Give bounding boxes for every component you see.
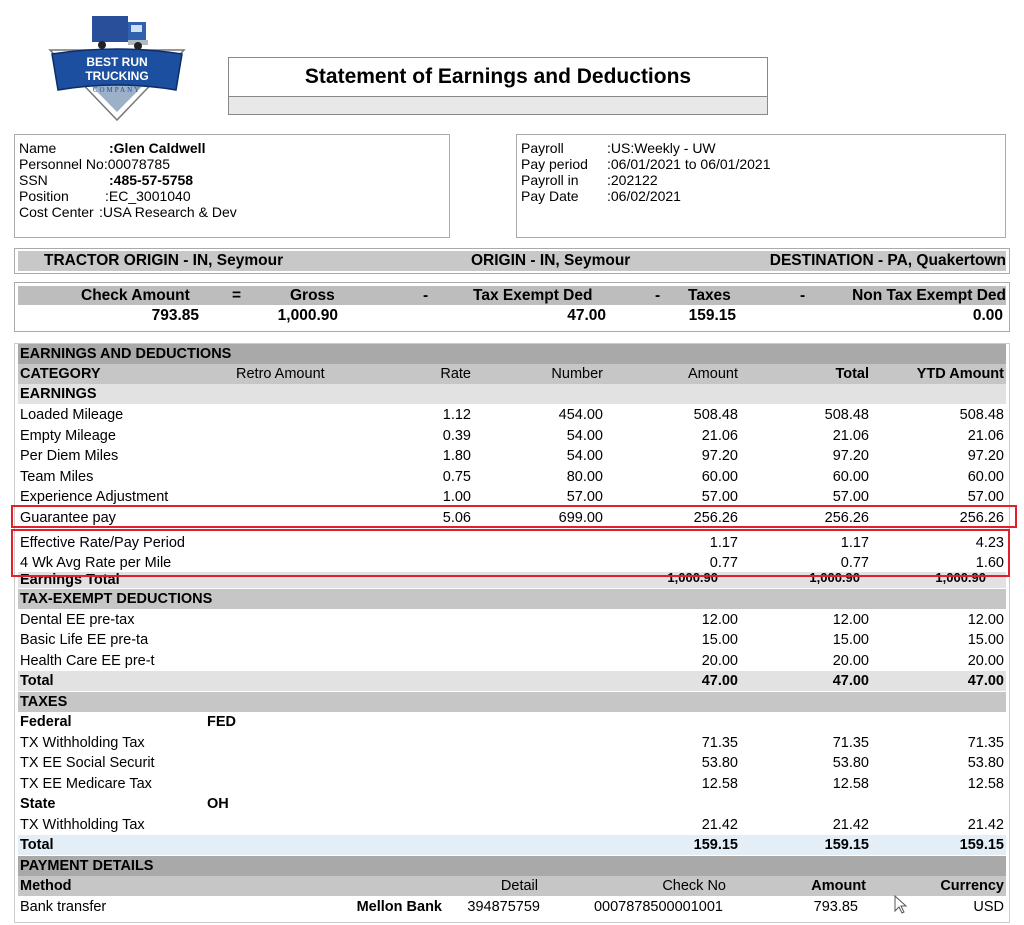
minus-sign-1: -	[423, 287, 429, 304]
row-name: TX Withholding Tax	[20, 817, 145, 833]
tax-exempt-value: 47.00	[567, 307, 606, 324]
row-ytd: 53.80	[967, 755, 1004, 771]
non-tax-value: 0.00	[972, 307, 1003, 324]
payroll-in-value: :202122	[607, 172, 658, 188]
row-amount: 71.35	[701, 735, 738, 751]
row-total: 21.06	[832, 428, 869, 444]
table-row	[18, 651, 1006, 671]
ssn-value: :485-57-5758	[109, 172, 194, 188]
col-number: Number	[551, 366, 603, 382]
row-name: Total	[20, 837, 54, 853]
payment-column-header-row	[18, 876, 1006, 896]
table-row	[18, 426, 1006, 446]
payment-row	[18, 897, 1006, 917]
row-total: 1.17	[840, 535, 869, 551]
table-row	[18, 753, 1006, 773]
personnel-number: :00078785	[103, 156, 171, 172]
row-total: 508.48	[824, 407, 869, 423]
row-name: Total	[20, 673, 54, 689]
personnel-label: Personnel No	[19, 156, 104, 172]
row-name: Per Diem Miles	[20, 448, 119, 464]
tax-exempt-label: TAX-EXEMPT DEDUCTIONS	[20, 591, 213, 607]
row-ytd: 57.00	[967, 489, 1004, 505]
row-total: 15.00	[832, 632, 869, 648]
row-name: Guarantee pay	[20, 510, 116, 526]
table-row	[18, 774, 1006, 794]
section-title: EARNINGS AND DEDUCTIONS	[20, 346, 232, 362]
payroll-info-box	[516, 134, 1006, 238]
tax-exempt-label: Tax Exempt Ded	[473, 287, 593, 304]
row-rate: 0.39	[442, 428, 471, 444]
row-rate: 5.06	[442, 510, 471, 526]
payment-amount: 793.85	[813, 899, 858, 915]
gross-value: 1,000.90	[277, 307, 338, 324]
taxes-total-row	[18, 835, 1006, 855]
row-ytd: 1,000.90	[935, 572, 986, 585]
payment-subheader	[18, 856, 1006, 876]
row-total: 12.00	[832, 612, 869, 628]
row-ytd: 15.00	[967, 632, 1004, 648]
col-total: Total	[835, 366, 869, 382]
row-amount: 57.00	[701, 489, 738, 505]
col-pay-amount: Amount	[811, 878, 866, 894]
row-amount: 20.00	[701, 653, 738, 669]
equals-sign: =	[232, 287, 242, 304]
row-ytd: 256.26	[959, 510, 1004, 526]
non-tax-label: Non Tax Exempt Ded	[852, 287, 1006, 304]
table-row	[18, 733, 1006, 753]
row-total: 20.00	[832, 653, 869, 669]
row-amount: 97.20	[701, 448, 738, 464]
row-name: TX EE Medicare Tax	[20, 776, 152, 792]
tax-exempt-subheader	[18, 589, 1006, 609]
check-summary	[14, 282, 1010, 332]
origin: ORIGIN - IN, Seymour	[471, 252, 631, 269]
row-name: Basic Life EE pre-ta	[20, 632, 149, 648]
federal-header-row	[18, 712, 1006, 732]
payroll-in-label: Payroll in	[521, 172, 579, 188]
row-name: Empty Mileage	[20, 428, 116, 444]
row-ytd: 159.15	[959, 837, 1004, 853]
federal-label: Federal	[20, 714, 72, 730]
earnings-deductions-table	[14, 343, 1010, 923]
col-retro: Retro Amount	[236, 366, 325, 382]
row-amount: 0.77	[709, 555, 738, 571]
row-amount: 21.06	[701, 428, 738, 444]
payroll-label: Payroll	[521, 140, 564, 156]
payroll-value: :US:Weekly - UW	[607, 140, 716, 156]
row-name: Health Care EE pre-t	[20, 653, 155, 669]
table-row	[18, 487, 1006, 507]
route-bar	[14, 248, 1010, 274]
position-value: :EC_3001040	[105, 188, 191, 204]
col-currency: Currency	[940, 878, 1004, 894]
row-total: 60.00	[832, 469, 869, 485]
col-category: CATEGORY	[20, 366, 101, 382]
row-total: 97.20	[832, 448, 869, 464]
payment-label: PAYMENT DETAILS	[20, 858, 154, 874]
name-label: Name	[19, 140, 57, 156]
row-amount: 1.17	[709, 535, 738, 551]
pay-period-value: :06/01/2021 to 06/01/2021	[607, 156, 771, 172]
payment-currency: USD	[973, 899, 1004, 915]
column-header-row	[18, 364, 1006, 384]
row-rate: 1.00	[442, 489, 471, 505]
logo-text-line2: TRUCKING	[85, 69, 149, 83]
row-name: TX EE Social Securit	[20, 755, 155, 771]
taxes-value: 159.15	[688, 307, 736, 324]
col-ytd: YTD Amount	[916, 366, 1004, 382]
row-ytd: 4.23	[975, 535, 1004, 551]
pay-period-label: Pay period	[521, 156, 588, 172]
row-total: 1,000.90	[809, 572, 860, 585]
check-amount-value: 793.85	[151, 307, 199, 324]
row-ytd: 47.00	[967, 673, 1004, 689]
col-method: Method	[20, 878, 72, 894]
row-name: 4 Wk Avg Rate per Mile	[20, 555, 172, 571]
row-name: TX Withholding Tax	[20, 735, 145, 751]
table-row	[18, 610, 1006, 630]
company-logo	[44, 8, 190, 124]
taxes-label: TAXES	[20, 694, 68, 710]
row-total: 53.80	[832, 755, 869, 771]
row-ytd: 12.58	[967, 776, 1004, 792]
table-row	[18, 446, 1006, 466]
row-name: Dental EE pre-tax	[20, 612, 135, 628]
row-ytd: 21.06	[967, 428, 1004, 444]
row-name: Loaded Mileage	[20, 407, 124, 423]
row-number: 454.00	[558, 407, 603, 423]
highlight-rates	[11, 529, 1010, 577]
row-total: 256.26	[824, 510, 869, 526]
state-header-row	[18, 794, 1006, 814]
row-total: 159.15	[824, 837, 869, 853]
row-number: 699.00	[558, 510, 603, 526]
federal-code: FED	[207, 714, 236, 730]
title-box	[228, 57, 768, 115]
earnings-subheader	[18, 384, 1006, 404]
tractor-origin: TRACTOR ORIGIN - IN, Seymour	[44, 252, 284, 269]
table-row	[18, 467, 1006, 487]
row-number: 54.00	[566, 448, 603, 464]
employee-info-box	[14, 134, 450, 238]
row-total: 12.58	[832, 776, 869, 792]
row-ytd: 21.42	[967, 817, 1004, 833]
logo-text-line1: BEST RUN	[86, 55, 148, 69]
row-rate: 1.80	[442, 448, 471, 464]
destination: DESTINATION - PA, Quakertown	[769, 252, 1006, 269]
minus-sign-3: -	[800, 287, 806, 304]
table-row	[18, 630, 1006, 650]
earnings-label: EARNINGS	[20, 386, 97, 402]
col-amount: Amount	[688, 366, 738, 382]
row-ytd: 508.48	[959, 407, 1004, 423]
row-amount: 21.42	[701, 817, 738, 833]
highlight-guarantee-pay	[11, 505, 1017, 528]
col-rate: Rate	[440, 366, 471, 382]
logo-text-line3: COMPANY	[92, 86, 142, 94]
pay-date-label: Pay Date	[521, 188, 579, 204]
row-number: 57.00	[566, 489, 603, 505]
table-row	[18, 815, 1006, 835]
row-amount: 1,000.90	[667, 572, 718, 585]
row-amount: 47.00	[701, 673, 738, 689]
row-total: 47.00	[832, 673, 869, 689]
col-check-no: Check No	[662, 878, 726, 894]
payment-method: Bank transfer	[20, 899, 107, 915]
gross-label: Gross	[290, 287, 335, 304]
table-row	[18, 405, 1006, 425]
state-label: State	[20, 796, 56, 812]
row-number: 54.00	[566, 428, 603, 444]
row-amount: 256.26	[693, 510, 738, 526]
row-ytd: 71.35	[967, 735, 1004, 751]
row-name: Effective Rate/Pay Period	[20, 535, 185, 551]
row-name: Experience Adjustment	[20, 489, 169, 505]
cost-center-label: Cost Center	[19, 204, 94, 220]
row-ytd: 12.00	[967, 612, 1004, 628]
state-code: OH	[207, 796, 229, 812]
row-name: Team Miles	[20, 469, 94, 485]
row-number: 80.00	[566, 469, 603, 485]
employee-name: :Glen Caldwell	[109, 140, 206, 156]
row-amount: 12.58	[701, 776, 738, 792]
taxes-subheader	[18, 692, 1006, 712]
taxes-label: Taxes	[688, 287, 731, 304]
row-amount: 159.15	[693, 837, 738, 853]
row-amount: 60.00	[701, 469, 738, 485]
mouse-cursor-icon	[894, 895, 908, 915]
ssn-label: SSN	[19, 172, 48, 188]
row-rate: 1.12	[442, 407, 471, 423]
minus-sign-2: -	[655, 287, 661, 304]
row-total: 21.42	[832, 817, 869, 833]
row-amount: 12.00	[701, 612, 738, 628]
row-amount: 15.00	[701, 632, 738, 648]
pay-date-value: :06/02/2021	[607, 188, 681, 204]
row-ytd: 20.00	[967, 653, 1004, 669]
row-ytd: 97.20	[967, 448, 1004, 464]
row-total: 57.00	[832, 489, 869, 505]
cost-center-value: :USA Research & Dev	[99, 204, 237, 220]
col-detail: Detail	[500, 878, 538, 894]
check-amount-label: Check Amount	[81, 287, 190, 304]
row-amount: 53.80	[701, 755, 738, 771]
position-label: Position	[19, 188, 69, 204]
row-total: 71.35	[832, 735, 869, 751]
section-header-earnings-deductions	[18, 344, 1006, 364]
page-title: Statement of Earnings and Deductions	[229, 58, 767, 97]
tax-exempt-total-row	[18, 671, 1006, 691]
payment-bank: Mellon Bank	[356, 899, 442, 915]
row-amount: 508.48	[693, 407, 738, 423]
row-ytd: 1.60	[975, 555, 1004, 571]
row-total: 0.77	[840, 555, 869, 571]
row-name: Earnings Total	[20, 572, 120, 588]
row-ytd: 60.00	[967, 469, 1004, 485]
payment-account: 394875759	[467, 899, 540, 915]
row-rate: 0.75	[442, 469, 471, 485]
payment-check-no: 0007878500001001	[593, 899, 723, 915]
